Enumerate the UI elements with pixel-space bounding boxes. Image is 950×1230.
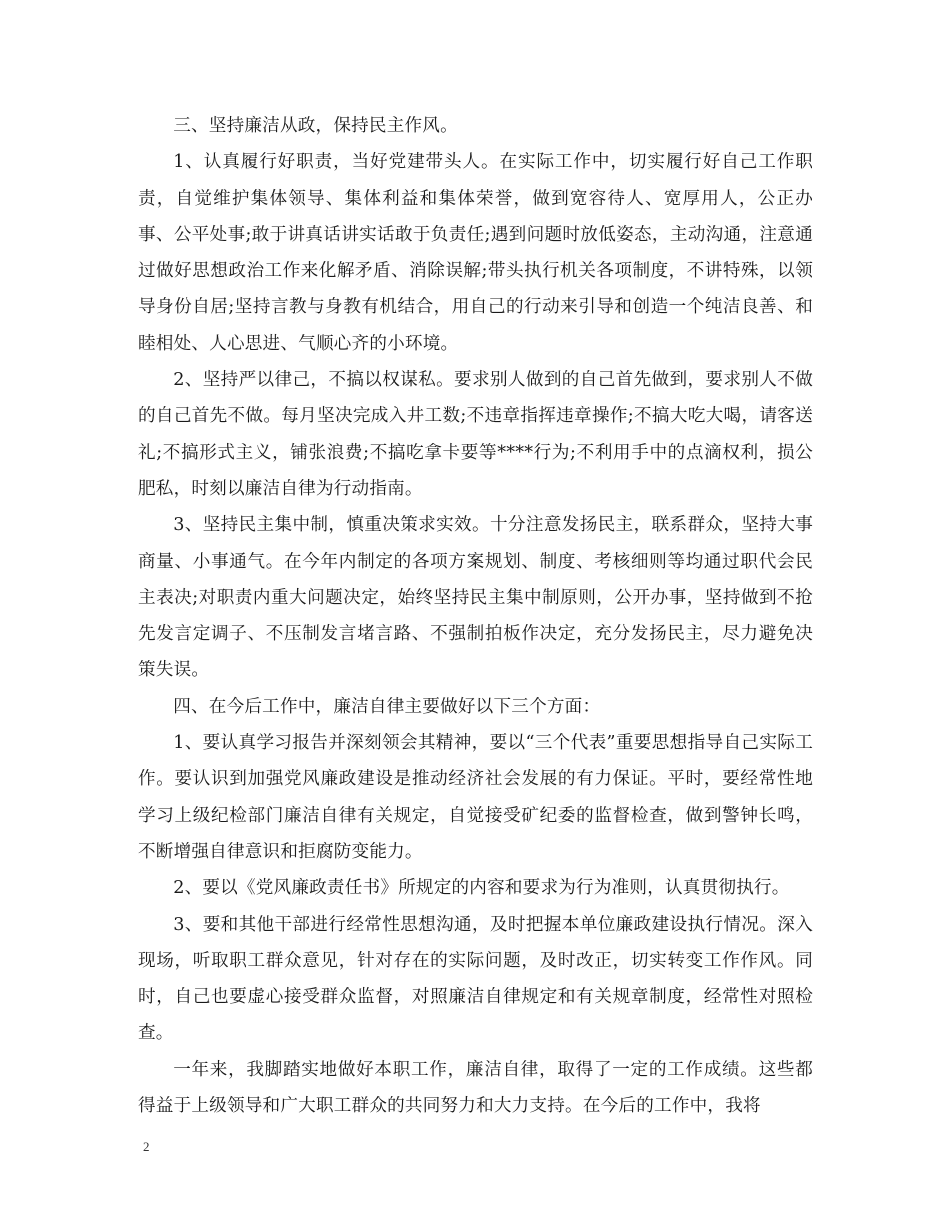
paragraph-self-discipline: 2、坚持严以律己，不搞以权谋私。要求别人做到的自己首先做到，要求别人不做的自己首先不做。每月坚决完成入井工数;不违章指挥违章操作;不搞大吃大喝，请客送礼;不搞形式主义，铺张浪费;不搞吃拿卡要等****行为;不利用手中的点滴权利，损公肥私，时刻以廉洁自律为行动指南。: [138, 370, 813, 499]
document-body: [138, 108, 813, 1124]
paragraph-study: 1、要认真学习报告并深刻领会其精神，要以“三个代表”重要思想指导自己实际工作。要认识到加强党风廉政建设是推动经济社会发展的有力保证。平时，要经常性地学习上级纪检部门廉洁自律有关规定，自觉接受矿纪委的监督检查，做到警钟长鸣，不断增强自律意识和拒腐防变能力。: [138, 733, 813, 862]
section-heading-three: 三、坚持廉洁从政，保持民主作风。: [173, 116, 458, 136]
paragraph-communication: 3、要和其他干部进行经常性思想沟通，及时把握本单位廉政建设执行情况。深入现场，听取职工群众意见，针对存在的实际问题，及时改正，切实转变工作作风。同时，自己也要虚心接受群众监督，对照廉洁自律规定和有关规章制度，经常性对照检查。: [138, 914, 813, 1044]
paragraph-democratic-centralism: 3、坚持民主集中制，慎重决策求实效。十分注意发扬民主，联系群众，坚持大事商量、小事通气。在今年内制定的各项方案规划、制度、考核细则等均通过职代会民主表决;对职责内重大问题决定，始终坚持民主集中制原则，公开办事，坚持做到不抢先发言定调子、不压制发言堵言路、不强制拍板作决定，充分发扬民主，尽力避免决策失误。: [138, 515, 813, 681]
paragraph-responsibility: 2、要以《党风廉政责任书》所规定的内容和要求为行为准则，认真贯彻执行。: [173, 878, 790, 899]
paragraph-summary: 一年来，我脚踏实地做好本职工作，廉洁自律，取得了一定的工作成绩。这些都得益于上级领导和广大职工群众的共同努力和大力支持。在今后的工作中，我将: [138, 1059, 813, 1117]
page-number: 2: [143, 1139, 150, 1154]
section-heading-four: 四、在今后工作中，廉洁自律主要做好以下三个方面：: [173, 696, 601, 717]
paragraph-duty: 1、认真履行好职责，当好党建带头人。在实际工作中，切实履行好自己工作职责，自觉维护集体领导、集体利益和集体荣誉，做到宽容待人、宽厚用人，公正办事、公平处事;敢于讲真话讲实话敢于负责任;遇到问题时放低姿态，主动沟通，注意通过做好思想政治工作来化解矛盾、消除误解;带头执行机关各项制度，不讲特殊，以领导身份自居;坚持言教与身教有机结合，用自己的行动来引导和创造一个纯洁良善、和睦相处、人心思进、气顺心齐的小环境。: [138, 152, 813, 354]
